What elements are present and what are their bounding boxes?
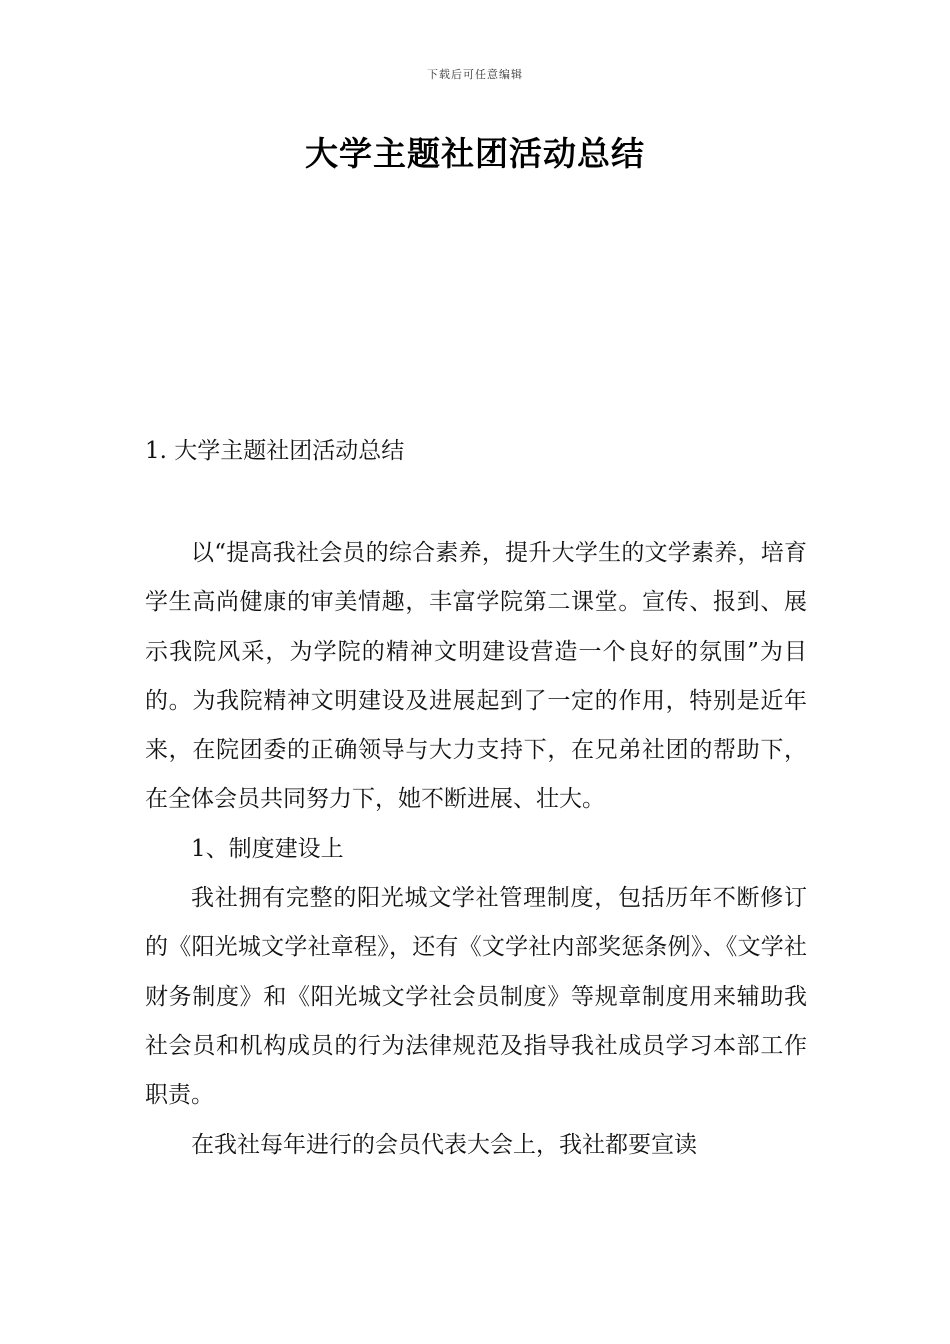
paragraph-intro: 以“提高我社会员的综合素养，提升大学生的文学素养，培育学生高尚健康的审美情趣，丰富学院第二课堂。宣传、报到、展示我院风采，为学院的精神文明建设营造一个良好的氛围”为目的。为我院精神文明建设及进展起到了一定的作用，特别是近年来，在院团委的正确领导与大力支持下，在兄弟社团的帮助下，在全体会员共同努力下，她不断进展、壮大。 (145, 540, 807, 813)
header-note: 下载后可任意编辑 (427, 68, 523, 81)
paragraph-meeting: 在我社每年进行的会员代表大会上，我社都要宣读 (191, 1131, 697, 1158)
section-heading: 1. 大学主题社团活动总结 (145, 438, 405, 464)
document-title: 大学主题社团活动总结 (305, 134, 645, 173)
paragraph-system: 我社拥有完整的阳光城文学社管理制度，包括历年不断修订的《阳光城文学社章程》，还有《文学社内部奖惩条例》、《文学社财务制度》和《阳光城文学社会员制度》等规章制度用来辅助我社会员和机构成员的行为法律规范及指导我社成员学习本部工作职责。 (145, 885, 807, 1109)
body-text (145, 529, 807, 1170)
paragraph-subheading: 1、制度建设上 (191, 835, 344, 862)
